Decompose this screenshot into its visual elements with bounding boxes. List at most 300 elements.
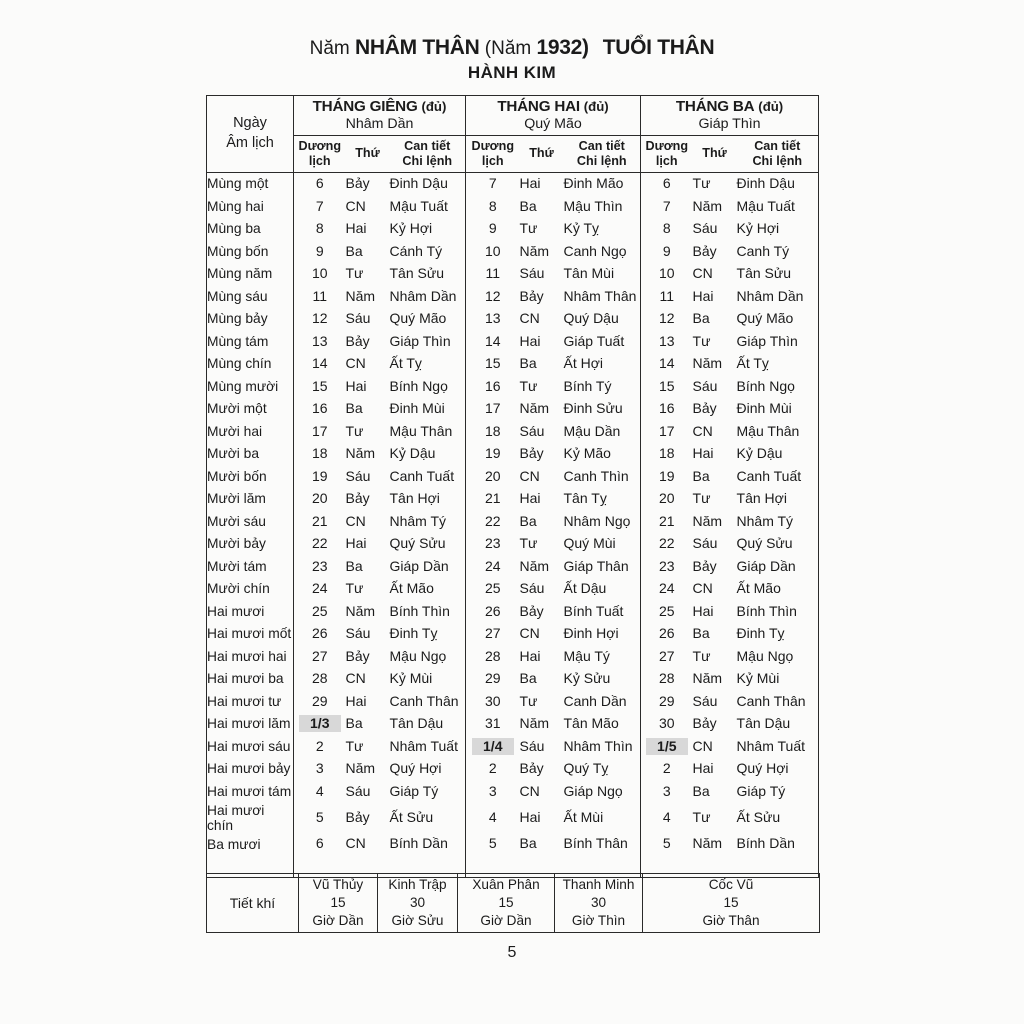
solar-date-cell: 26 — [466, 600, 520, 623]
solar-date-cell: 19 — [294, 465, 346, 488]
canchi-cell: Quý Sửu — [736, 535, 793, 552]
solar-date-cell: 12 — [641, 308, 693, 331]
canchi-cell: Quý Mùi — [563, 535, 616, 552]
canchi-cell: Mậu Ngọ — [389, 647, 447, 664]
day-column-header — [207, 96, 294, 173]
canchi-cell: Ất Hợi — [563, 355, 604, 372]
canchi-cell: Kỷ Hợi — [389, 220, 433, 237]
lunar-day-label: Hai mươi mốt — [207, 626, 292, 642]
weekday-cell: Tư — [692, 175, 711, 192]
solar-date-cell: 15 — [466, 353, 520, 376]
weekday-cell: Hai — [692, 445, 714, 462]
solar-date-cell: 20 — [641, 488, 693, 511]
solar-date-cell: 18 — [641, 443, 693, 466]
weekday-cell: Sáu — [345, 625, 371, 642]
month-2-fullness: (đủ) — [583, 98, 609, 114]
solar-date-cell: 24 — [641, 578, 693, 601]
canchi-cell: Mậu Tuất — [736, 197, 795, 214]
solar-date-cell: 14 — [294, 353, 346, 376]
weekday-cell: Sáu — [692, 535, 718, 552]
canchi-cell: Giáp Tý — [736, 782, 786, 799]
month-2-header — [466, 96, 641, 136]
canchi-cell: Giáp Tuất — [563, 332, 625, 349]
canchi-cell: Mậu Thìn — [563, 197, 623, 214]
month-1-canchi: Nhâm Dần — [345, 115, 414, 132]
solar-date-cell: 8 — [466, 195, 520, 218]
canchi-cell: Quý Mão — [736, 310, 794, 327]
canchi-header: Can tiết Chi lệnh — [737, 136, 819, 173]
weekday-cell: Ba — [519, 835, 537, 852]
canchi-cell: Tân Dậu — [389, 715, 444, 732]
weekday-cell: Ba — [519, 355, 537, 372]
weekday-cell: Sáu — [519, 580, 545, 597]
solar-date-cell — [294, 713, 346, 736]
solar-date-cell: 26 — [641, 623, 693, 646]
weekday-cell: Ba — [345, 400, 363, 417]
table-row — [207, 758, 819, 781]
solar-date-cell: 6 — [294, 833, 346, 856]
weekday-cell: Năm — [345, 760, 376, 777]
lunar-day-label: Hai mươi bảy — [207, 761, 291, 777]
lunar-day-label: Mùng chín — [207, 356, 272, 372]
canchi-cell: Canh Tý — [736, 242, 790, 259]
solar-date-cell — [466, 735, 520, 758]
table-row — [207, 285, 819, 308]
solar-date-header: Dương lịch — [641, 136, 693, 173]
solar-date-cell: 4 — [641, 803, 693, 833]
weekday-cell: Hai — [692, 760, 714, 777]
weekday-cell: Tư — [345, 580, 364, 597]
weekday-cell: CN — [345, 197, 366, 214]
weekday-cell: Năm — [692, 355, 723, 372]
table-row — [207, 780, 819, 803]
weekday-cell: CN — [519, 467, 540, 484]
canchi-cell: Nhâm Thân — [563, 287, 637, 304]
canchi-cell: Bính Thìn — [736, 602, 797, 619]
lunar-day-label: Mùng năm — [207, 266, 273, 282]
weekday-cell: Ba — [692, 467, 710, 484]
solar-date-cell: 5 — [641, 833, 693, 856]
lunar-day-label: Mười sáu — [207, 513, 266, 529]
solar-date-cell: 3 — [466, 780, 520, 803]
solar-date-cell: 10 — [641, 263, 693, 286]
weekday-cell: Hai — [345, 377, 367, 394]
solar-date-cell: 30 — [641, 713, 693, 736]
canchi-cell: Đinh Dậu — [389, 175, 448, 192]
weekday-cell: Sáu — [345, 782, 371, 799]
lunar-day-label: Mùng tám — [207, 333, 269, 349]
solar-date-cell: 11 — [466, 263, 520, 286]
weekday-cell: CN — [345, 835, 366, 852]
weekday-cell: Năm — [345, 445, 376, 462]
weekday-cell: CN — [519, 310, 540, 327]
weekday-cell: Bảy — [519, 445, 544, 462]
canchi-cell: Ất Mão — [389, 580, 434, 597]
solar-date-cell: 7 — [641, 195, 693, 218]
canchi-cell: Kỷ Sửu — [563, 670, 611, 687]
solar-date-cell: 28 — [466, 645, 520, 668]
sub-header-row — [207, 136, 819, 173]
table-row — [207, 443, 819, 466]
canchi-cell: Nhâm Dần — [389, 287, 457, 304]
solar-date-cell: 30 — [466, 690, 520, 713]
solar-date-header: Dương lịch — [466, 136, 520, 173]
lunar-day-label: Mùng hai — [207, 198, 264, 214]
page-number: 5 — [507, 944, 517, 961]
canchi-cell: Canh Thân — [389, 692, 459, 709]
weekday-cell: CN — [519, 625, 540, 642]
table-row — [207, 375, 819, 398]
solar-date-cell: 4 — [466, 803, 520, 833]
canchi-cell: Mậu Thân — [389, 422, 453, 439]
weekday-cell: Ba — [519, 670, 537, 687]
weekday-header: Thứ — [693, 136, 737, 173]
weekday-cell: Tư — [519, 692, 538, 709]
lunar-day-label: Mười chín — [207, 581, 270, 597]
table-row — [207, 465, 819, 488]
solar-date-cell: 2 — [641, 758, 693, 781]
weekday-cell: CN — [345, 512, 366, 529]
month-1-fullness: (đủ) — [421, 98, 447, 114]
solar-date-cell: 13 — [294, 330, 346, 353]
lunar-calendar-table — [206, 95, 819, 878]
title-age: TUỔI THÂN — [602, 36, 715, 59]
weekday-cell: Hai — [692, 602, 714, 619]
weekday-cell: CN — [692, 265, 713, 282]
canchi-cell: Kỷ Mùi — [389, 670, 433, 687]
solar-date-cell: 9 — [641, 240, 693, 263]
canchi-cell: Mậu Thân — [736, 422, 800, 439]
canchi-cell: Kỷ Mão — [563, 445, 611, 462]
weekday-header: Thứ — [520, 136, 564, 173]
weekday-cell: Ba — [345, 557, 363, 574]
solar-date-cell: 19 — [641, 465, 693, 488]
solar-date-cell: 17 — [294, 420, 346, 443]
weekday-cell: CN — [692, 737, 713, 754]
calendar-body — [207, 173, 819, 878]
canchi-cell: Giáp Thìn — [736, 332, 798, 349]
canchi-cell: Ất Tỵ — [736, 355, 769, 372]
weekday-cell: Hai — [345, 692, 367, 709]
weekday-cell: Ba — [519, 197, 537, 214]
weekday-cell: Tư — [692, 332, 711, 349]
canchi-cell: Canh Tuất — [389, 467, 455, 484]
canchi-header: Can tiết Chi lệnh — [390, 136, 466, 173]
lunar-day-label: Mười một — [207, 401, 267, 417]
weekday-cell: Sáu — [345, 467, 371, 484]
weekday-cell: CN — [692, 580, 713, 597]
solar-date-cell: 17 — [466, 398, 520, 421]
canchi-cell: Canh Dần — [563, 692, 627, 709]
tiet-khi-table — [206, 873, 820, 933]
weekday-cell: Ba — [692, 310, 710, 327]
canchi-cell: Kỷ Tỵ — [563, 220, 600, 237]
month-2-name: THÁNG HAI — [497, 97, 580, 115]
solar-date-cell: 21 — [294, 510, 346, 533]
table-row — [207, 833, 819, 856]
solar-date-cell: 28 — [641, 668, 693, 691]
solar-date-cell: 13 — [466, 308, 520, 331]
month-3-header — [641, 96, 819, 136]
weekday-cell: Sáu — [692, 692, 718, 709]
weekday-cell: Năm — [519, 400, 550, 417]
canchi-cell: Giáp Dần — [389, 557, 449, 574]
table-row — [207, 173, 819, 196]
weekday-cell: Năm — [345, 602, 376, 619]
solar-date-cell: 19 — [466, 443, 520, 466]
canchi-cell: Giáp Ngọ — [563, 782, 623, 799]
table-row — [207, 713, 819, 736]
month-start-highlight: 1/4 — [472, 738, 514, 755]
solar-date-cell: 25 — [466, 578, 520, 601]
solar-date-cell: 27 — [294, 645, 346, 668]
weekday-header: Thứ — [346, 136, 390, 173]
month-start-highlight: 1/5 — [646, 738, 688, 755]
canchi-header: Can tiết Chi lệnh — [564, 136, 641, 173]
canchi-cell: Bính Tuất — [563, 602, 624, 619]
table-row — [207, 578, 819, 601]
solar-date-cell: 29 — [294, 690, 346, 713]
weekday-cell: Sáu — [345, 310, 371, 327]
lunar-day-label: Mười hai — [207, 423, 263, 439]
canchi-cell: Ất Tỵ — [389, 355, 422, 372]
canchi-cell: Quý Dậu — [563, 310, 619, 327]
table-row — [207, 218, 819, 241]
canchi-cell: Nhâm Ngọ — [563, 512, 631, 529]
canchi-cell: Giáp Dần — [736, 557, 796, 574]
solar-date-cell: 8 — [641, 218, 693, 241]
weekday-cell: Năm — [692, 197, 723, 214]
tiet-khi-cell: Thanh Minh 30 Giờ Thìn — [555, 874, 643, 933]
lunar-day-label: Mười bốn — [207, 468, 267, 484]
weekday-cell: Tư — [692, 647, 711, 664]
tiet-khi-cell: Kinh Trập 30 Giờ Sửu — [378, 874, 458, 933]
title-prefix: Năm — [309, 38, 350, 59]
solar-date-cell: 25 — [294, 600, 346, 623]
lunar-day-label: Mười tám — [207, 558, 267, 574]
weekday-cell: Hai — [519, 490, 541, 507]
month-header-row — [207, 96, 819, 136]
canchi-cell: Nhâm Thìn — [563, 737, 633, 754]
table-row — [207, 353, 819, 376]
canchi-cell: Đinh Mùi — [736, 400, 792, 417]
weekday-cell: Sáu — [692, 220, 718, 237]
lunar-day-label: Mùng bảy — [207, 311, 268, 327]
solar-date-cell: 10 — [466, 240, 520, 263]
weekday-cell: Năm — [519, 557, 550, 574]
canchi-cell: Tân Hợi — [389, 490, 440, 507]
weekday-cell: Bảy — [519, 602, 544, 619]
weekday-cell: Tư — [692, 808, 711, 825]
canchi-cell: Giáp Thân — [563, 557, 629, 574]
table-row — [207, 240, 819, 263]
table-row — [207, 645, 819, 668]
solar-date-cell: 5 — [294, 803, 346, 833]
solar-date-cell: 23 — [294, 555, 346, 578]
canchi-cell: Tân Mão — [563, 715, 619, 732]
solar-date-cell: 5 — [466, 833, 520, 856]
table-row — [207, 735, 819, 758]
weekday-cell: Sáu — [519, 737, 545, 754]
canchi-cell: Ất Sửu — [389, 808, 434, 825]
solar-date-cell: 14 — [466, 330, 520, 353]
canchi-cell: Nhâm Tuất — [736, 737, 805, 754]
lunar-day-label: Hai mươi — [207, 603, 265, 619]
solar-date-cell: 9 — [294, 240, 346, 263]
solar-date-cell: 16 — [641, 398, 693, 421]
weekday-cell: Hai — [519, 332, 541, 349]
lunar-day-label: Hai mươi sáu — [207, 738, 291, 754]
solar-date-cell — [641, 735, 693, 758]
lunar-day-label: Mùng bốn — [207, 243, 269, 259]
page-subtitle: HÀNH KIM — [467, 63, 557, 82]
solar-date-cell: 17 — [641, 420, 693, 443]
solar-date-cell: 18 — [294, 443, 346, 466]
weekday-cell: Hai — [519, 175, 541, 192]
solar-date-cell: 12 — [466, 285, 520, 308]
lunar-day-label: Mười ba — [207, 446, 260, 462]
canchi-cell: Bính Tý — [563, 377, 612, 394]
month-2-canchi: Quý Mão — [524, 115, 582, 132]
month-1-header — [294, 96, 466, 136]
canchi-cell: Đinh Mùi — [389, 400, 445, 417]
title-paren: (Năm — [484, 38, 532, 59]
table-row — [207, 420, 819, 443]
table-row — [207, 263, 819, 286]
weekday-cell: CN — [345, 670, 366, 687]
tiet-khi-cell: Cốc Vũ 15 Giờ Thân — [643, 874, 820, 933]
table-row — [207, 690, 819, 713]
weekday-cell: Năm — [692, 835, 723, 852]
canchi-cell: Kỷ Hợi — [736, 220, 780, 237]
canchi-cell: Kỷ Dậu — [389, 445, 436, 462]
tiet-khi-cell: Xuân Phân 15 Giờ Dần — [458, 874, 555, 933]
canchi-cell: Đinh Hợi — [563, 625, 619, 642]
lunar-day-label: Hai mươi chín — [207, 802, 265, 833]
table-row — [207, 555, 819, 578]
day-header-line1: Ngày — [233, 115, 267, 132]
solar-date-cell: 27 — [641, 645, 693, 668]
canchi-cell: Bính Dần — [389, 835, 448, 852]
solar-date-cell: 6 — [294, 173, 346, 196]
solar-date-cell: 12 — [294, 308, 346, 331]
canchi-cell: Canh Thìn — [563, 467, 629, 484]
lunar-day-label: Mười bảy — [207, 536, 266, 552]
solar-date-cell: 22 — [641, 533, 693, 556]
canchi-cell: Nhâm Dần — [736, 287, 804, 304]
canchi-cell: Giáp Tý — [389, 782, 439, 799]
weekday-cell: Sáu — [519, 422, 545, 439]
solar-date-cell: 23 — [641, 555, 693, 578]
canchi-cell: Quý Sửu — [389, 535, 446, 552]
solar-date-cell: 2 — [294, 735, 346, 758]
solar-date-cell: 21 — [466, 488, 520, 511]
weekday-cell: Bảy — [692, 557, 717, 574]
solar-date-cell: 23 — [466, 533, 520, 556]
solar-date-cell: 24 — [466, 555, 520, 578]
solar-date-cell: 20 — [466, 465, 520, 488]
solar-date-cell: 25 — [641, 600, 693, 623]
title-year-number: 1932) — [536, 36, 589, 59]
day-header-line2: Âm lịch — [226, 135, 274, 151]
solar-date-cell: 13 — [641, 330, 693, 353]
weekday-cell: Tư — [345, 737, 364, 754]
weekday-cell: Năm — [519, 242, 550, 259]
canchi-cell: Quý Hợi — [736, 760, 789, 777]
table-row — [207, 488, 819, 511]
weekday-cell: Hai — [519, 808, 541, 825]
canchi-cell: Quý Hợi — [389, 760, 442, 777]
canchi-cell: Canh Thân — [736, 692, 806, 709]
month-3-canchi: Giáp Thìn — [698, 115, 761, 132]
table-row — [207, 600, 819, 623]
solar-date-cell: 31 — [466, 713, 520, 736]
solar-date-cell: 7 — [466, 173, 520, 196]
weekday-cell: Sáu — [692, 377, 718, 394]
weekday-cell: Tư — [692, 490, 711, 507]
weekday-cell: Bảy — [692, 242, 717, 259]
solar-date-cell: 24 — [294, 578, 346, 601]
month-3-name: THÁNG BA — [675, 97, 755, 115]
canchi-cell: Mậu Ngọ — [736, 647, 794, 664]
weekday-cell: Tư — [519, 535, 538, 552]
canchi-cell: Tân Tỵ — [563, 490, 607, 507]
tiet-khi-label: Tiết khí — [207, 874, 299, 933]
canchi-cell: Bính Ngọ — [736, 377, 795, 394]
canchi-cell: Ất Mão — [736, 580, 781, 597]
table-row — [207, 398, 819, 421]
solar-date-cell: 18 — [466, 420, 520, 443]
canchi-cell: Nhâm Tý — [389, 512, 447, 529]
canchi-cell: Kỷ Dậu — [736, 445, 783, 462]
canchi-cell: Tân Hợi — [736, 490, 787, 507]
canchi-cell: Bính Ngọ — [389, 377, 448, 394]
canchi-cell: Đinh Mão — [563, 175, 624, 192]
lunar-day-label: Hai mươi tám — [207, 783, 292, 799]
table-row — [207, 533, 819, 556]
weekday-cell: Hai — [519, 647, 541, 664]
lunar-day-label: Mùng ba — [207, 221, 261, 237]
lunar-day-label: Hai mươi ba — [207, 671, 284, 687]
solar-date-cell: 10 — [294, 263, 346, 286]
weekday-cell: Ba — [345, 715, 363, 732]
solar-date-cell: 9 — [466, 218, 520, 241]
canchi-cell: Nhâm Tý — [736, 512, 794, 529]
table-row — [207, 195, 819, 218]
solar-date-cell: 14 — [641, 353, 693, 376]
weekday-cell: Tư — [519, 220, 538, 237]
weekday-cell: Tư — [345, 422, 364, 439]
weekday-cell: Bảy — [345, 490, 370, 507]
weekday-cell: Bảy — [345, 332, 370, 349]
weekday-cell: Ba — [519, 512, 537, 529]
canchi-cell: Quý Mão — [389, 310, 447, 327]
canchi-cell: Mậu Tuất — [389, 197, 448, 214]
weekday-cell: Ba — [345, 242, 363, 259]
solar-date-cell: 3 — [294, 758, 346, 781]
canchi-cell: Đinh Sửu — [563, 400, 623, 417]
weekday-cell: Ba — [692, 782, 710, 799]
title-year-name: NHÂM THÂN — [355, 36, 480, 59]
table-row — [207, 668, 819, 691]
canchi-cell: Bính Dần — [736, 835, 795, 852]
lunar-day-label: Hai mươi tư — [207, 693, 282, 709]
weekday-cell: Năm — [345, 287, 376, 304]
lunar-day-label: Mùng sáu — [207, 288, 268, 304]
weekday-cell: CN — [519, 782, 540, 799]
weekday-cell: Bảy — [519, 760, 544, 777]
solar-date-cell: 4 — [294, 780, 346, 803]
